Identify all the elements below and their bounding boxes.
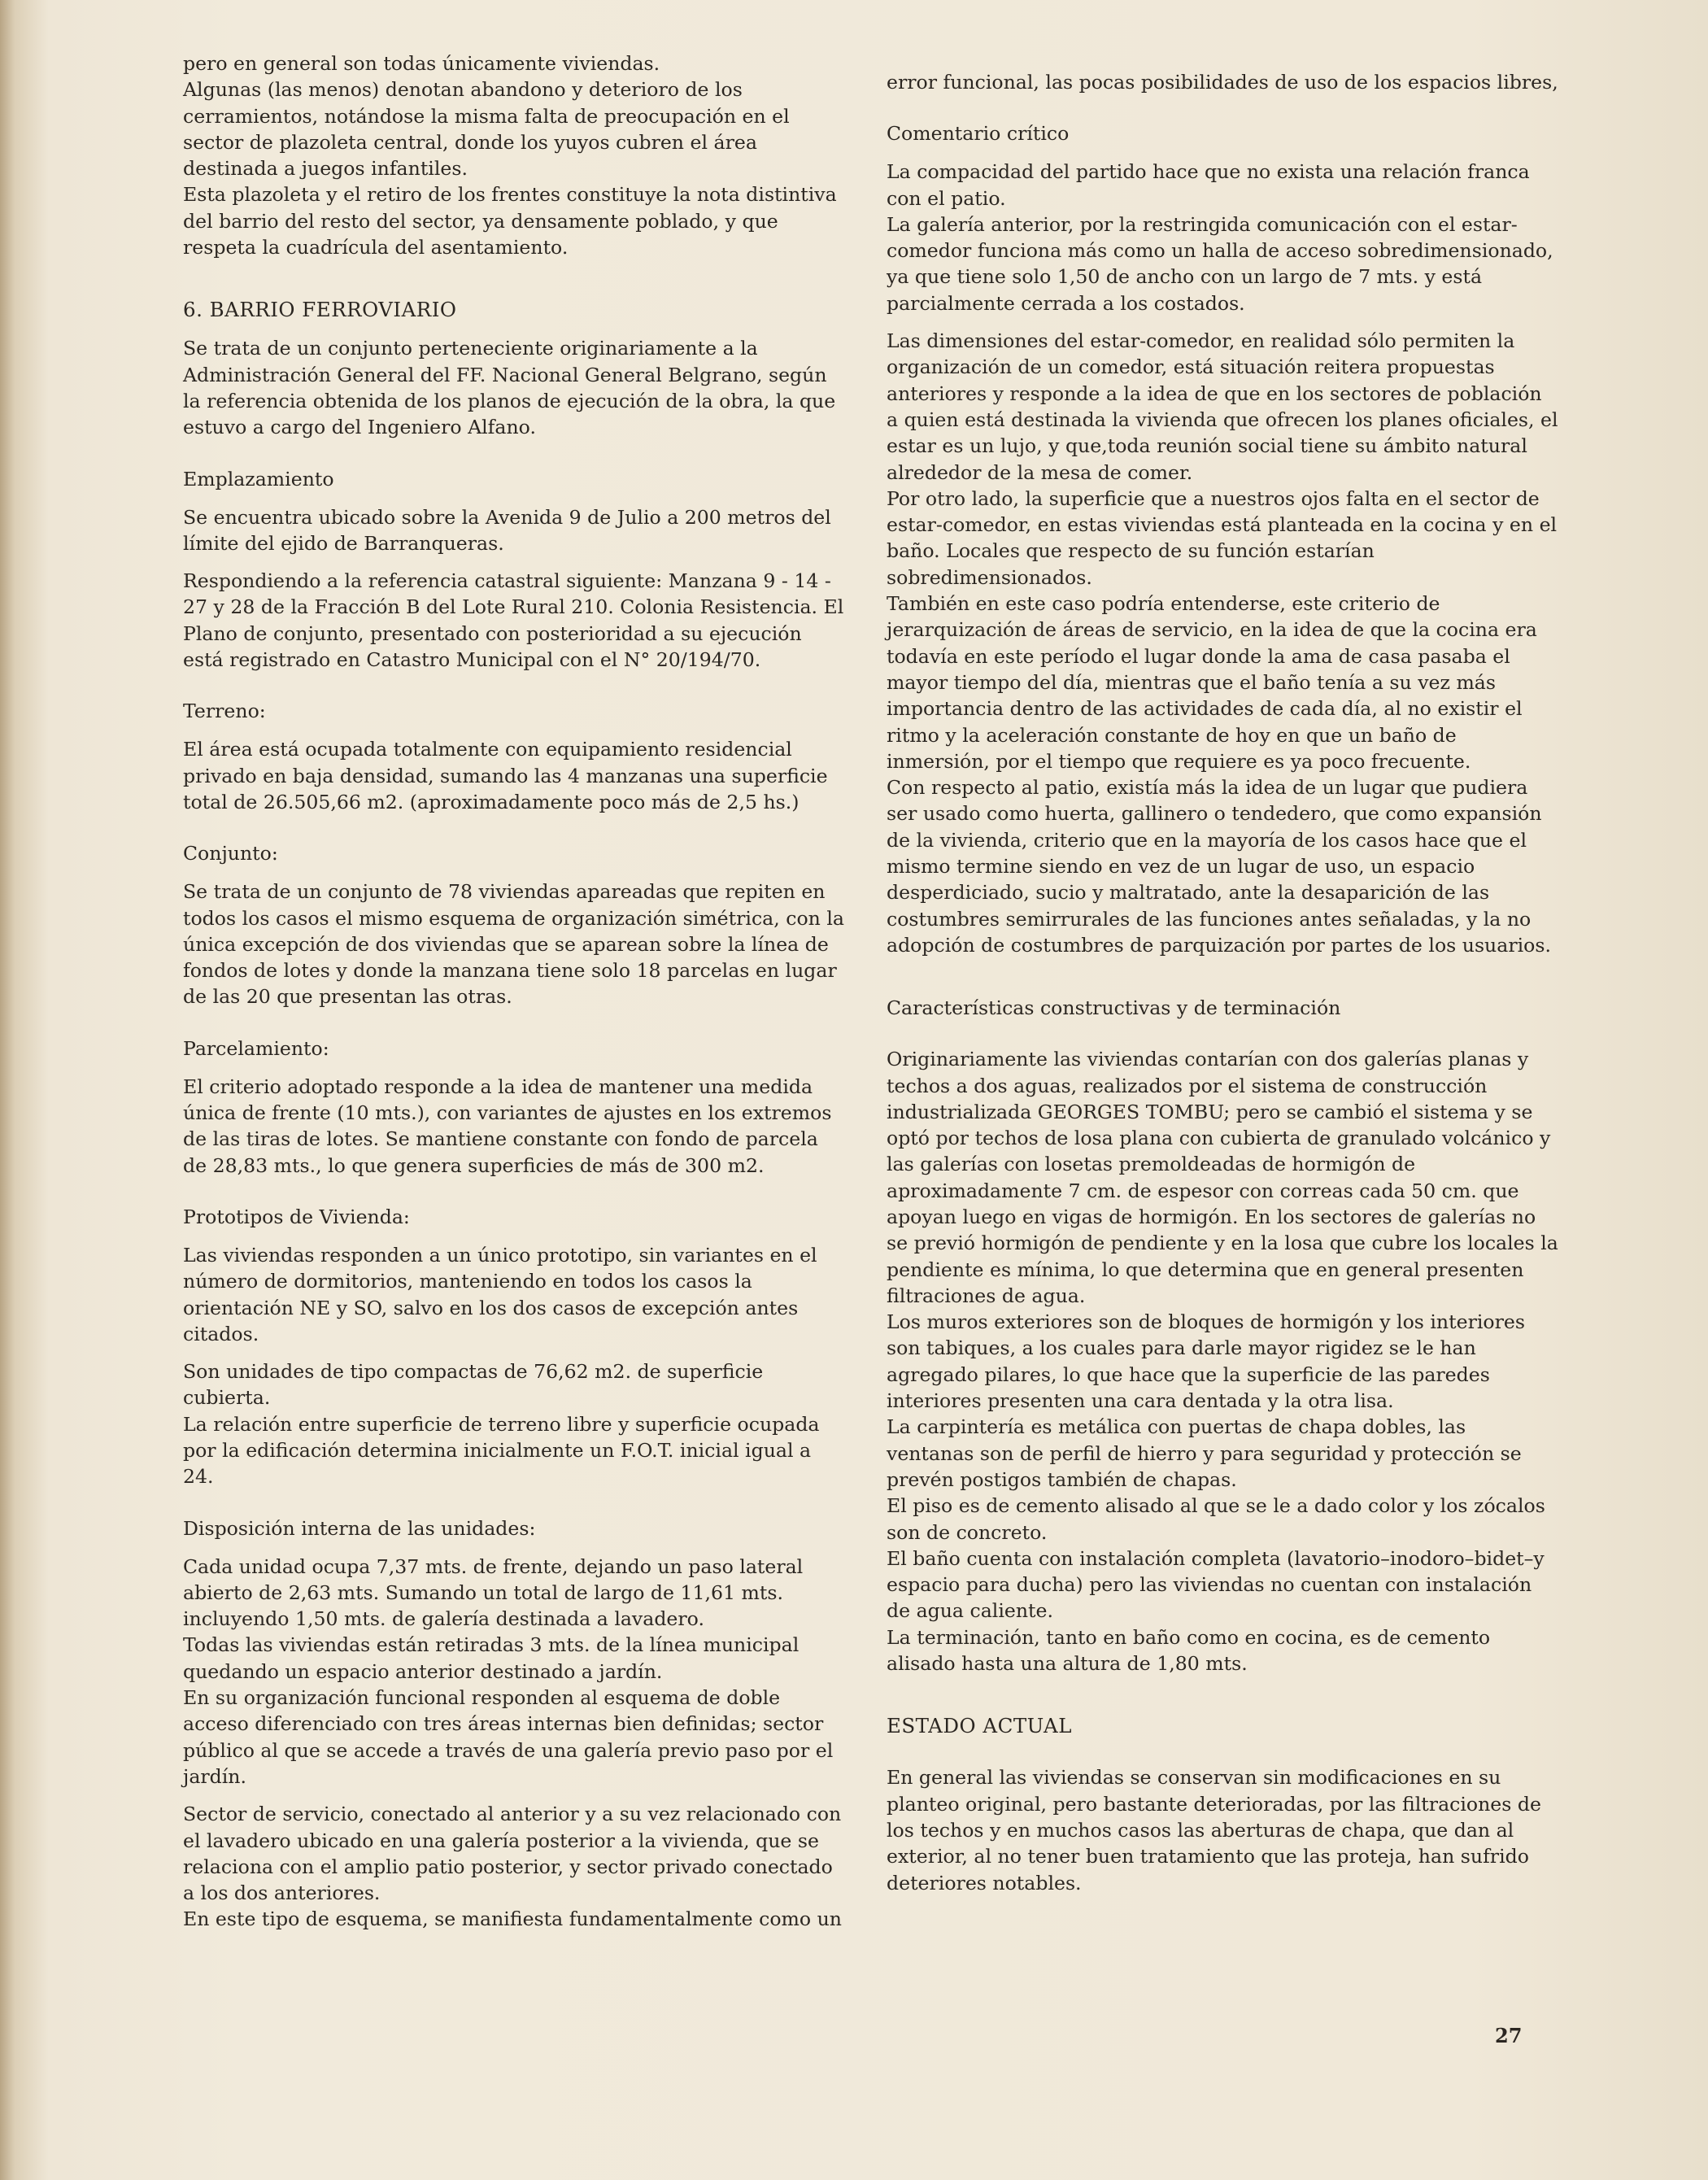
terreno-paragraph: El área está ocupada totalmente con equipamiento residencial privado en baja densidad, sumando las 4 manzanas una superficie total de 26.505,66 m2. (aproximadamente poco más de 2,5 hs.) bbox=[183, 738, 828, 813]
conjunto-paragraph: Se trata de un conjunto de 78 viviendas apareadas que repiten en todos los casos el mismo esquema de organización simétrica, con la única excepción de dos viviendas que se aparean sobre la línea de fondos de lotes y donde la manzana tiene solo 18 parcelas en lugar de las 20 que presentan las otras. bbox=[183, 880, 844, 1009]
caracteristicas-paragraph-2: Los muros exteriores son de bloques de hormigón y los interiores son tabiques, a los cuales para darle mayor rigidez se le han agregado pilares, lo que hace que la superficie de las paredes interiores presenten una cara dentada y la otra lisa. bbox=[887, 1310, 1525, 1413]
left-column bbox=[183, 50, 846, 1933]
disposicion-paragraph-1: Cada unidad ocupa 7,37 mts. de frente, dejando un paso lateral abierto de 2,63 mts. Sumando un total de largo de 11,61 mts. incluyendo 1,50 mts. de galería destinada a lavadero. bbox=[183, 1554, 804, 1631]
comentario-paragraph-2: La galería anterior, por la restringida comunicación con el estar-comedor funciona más como un halla de acceso sobredimensionado, ya que tiene solo 1,50 de ancho con un largo de 7 mts. y está parcialmente cerrada a los costados. bbox=[887, 212, 1553, 315]
section-intro: Se trata de un conjunto perteneciente originariamente a la Administración General del FF. Nacional General Belgrano, según la referencia obtenida de los planos de ejecución de la obra, la que estuvo a cargo del Ingeniero Alfano. bbox=[183, 337, 836, 439]
disposicion-heading: Disposición interna de las unidades: bbox=[183, 1516, 536, 1540]
disposicion-paragraph-4: Sector de servicio, conectado al anterior y a su vez relacionado con el lavadero ubicado en una galería posterior a la vivienda, que se relaciona con el amplio patio posterior, y sector privado conectado a los dos anteriores. bbox=[183, 1803, 842, 1905]
caracteristicas-paragraph-5: El baño cuenta con instalación completa (lavatorio–inodoro–bidet–y espacio para ducha) pero las viviendas no cuentan con instalación de agua caliente. bbox=[887, 1546, 1545, 1623]
estado-paragraph: En general las viviendas se conservan sin modificaciones en su planteo original, pero bastante deterioradas, por las filtraciones de los techos y en muchos casos las aberturas de chapa, que dan al exterior, al no tener buen tratamiento que las proteja, han sufrido deteriores notables. bbox=[887, 1766, 1541, 1894]
section-title: 6. BARRIO FERROVIARIO bbox=[183, 298, 457, 322]
intro-line-3: Esta plazoleta y el retiro de los frentes constituye la nota distintiva del barrio del resto del sector, ya densamente poblado, y que respeta la cuadrícula del asentamiento. bbox=[183, 183, 837, 259]
right-column bbox=[887, 69, 1558, 1896]
caracteristicas-heading: Características constructivas y de terminación bbox=[887, 996, 1341, 1020]
parcelamiento-paragraph: El criterio adoptado responde a la idea de mantener una medida única de frente (10 mts.), con variantes de ajustes en los extremos de las tiras de lotes. Se mantiene constante con fondo de parcela de 28,83 mts., lo que genera superficies de más de 300 m2. bbox=[183, 1075, 832, 1177]
caracteristicas-paragraph-1: Originariamente las viviendas contarían con dos galerías planas y techos a dos aguas, realizados por el sistema de construcción industrializada GEORGES TOMBU; pero se cambió el sistema y se optó por techos de losa plana con cubierta de granulado volcánico y las galerías con losetas premoldeadas de hormigón de aproximadamente 7 cm. de espesor con correas cada 50 cm. que apoyan luego en vigas de hormigón. En los sectores de galerías no se previó hormigón de pendiente y en la losa que cubre los locales la pendiente es mínima, lo que determina que en general presenten filtraciones de agua. bbox=[887, 1048, 1558, 1307]
prototipos-paragraph-1: Las viviendas responden a un único prototipo, sin variantes en el número de dormitorios, manteniendo en todos los casos la orientación NE y SO, salvo en los dos casos de excepción antes citados. bbox=[183, 1243, 817, 1345]
comentario-paragraph-3: Las dimensiones del estar-comedor, en realidad sólo permiten la organización de un comedor, está situación reitera propuestas anteriores y responde a la idea de que en los sectores de población a quien está destinada la vivienda que ofrecen los planes oficiales, el estar es un lujo, y que,toda reunión social tiene su ámbito natural alrededor de la mesa de comer. bbox=[887, 329, 1558, 484]
terreno-heading: Terreno: bbox=[183, 700, 266, 723]
caracteristicas-paragraph-4: El piso es de cemento alisado al que se le a dado color y los zócalos son de concreto. bbox=[887, 1494, 1545, 1544]
intro-line-1: pero en general son todas únicamente viviendas. bbox=[183, 52, 660, 75]
comentario-paragraph-5: También en este caso podría entenderse, este criterio de jerarquización de áreas de servicio, en la idea de que la cocina era todavía en este período el lugar donde la ama de casa pasaba el mayor tiempo del día, mientras que el baño tenía a su vez más importancia dentro de las actividades de cada día, al no existir el ritmo y la aceleración constante de hoy en que un baño de inmersión, por el tiempo que requiere es ya poco frecuente. bbox=[887, 592, 1537, 773]
intro-line-2: Algunas (las menos) denotan abandono y deterioro de los cerramientos, notándose la misma falta de preocupación en el sector de plazoleta central, donde los yuyos cubren el área destinada a juegos infantiles. bbox=[183, 78, 790, 181]
prototipos-paragraph-3: La relación entre superficie de terreno libre y superficie ocupada por la edificación determina inicialmente un F.O.T. inicial igual a 24. bbox=[183, 1412, 820, 1489]
estado-heading: ESTADO ACTUAL bbox=[887, 1714, 1073, 1738]
disposicion-paragraph-5: En este tipo de esquema, se manifiesta fundamentalmente como un bbox=[183, 1908, 842, 1931]
prototipos-paragraph-2: Son unidades de tipo compactas de 76,62 m2. de superficie cubierta. bbox=[183, 1360, 764, 1410]
continuation-paragraph: error funcional, las pocas posibilidades de uso de los espacios libres, bbox=[887, 71, 1558, 94]
emplazamiento-paragraph-1: Se encuentra ubicado sobre la Avenida 9 de Julio a 200 metros del límite del ejido de Barranqueras. bbox=[183, 505, 831, 555]
emplazamiento-paragraph-2: Respondiendo a la referencia catastral siguiente: Manzana 9 - 14 - 27 y 28 de la Fracción B del Lote Rural 210. Colonia Resistencia. El Plano de conjunto, presentado con posterioridad a su ejecución está registrado en Catastro Municipal con el N° 20/194/70. bbox=[183, 569, 844, 672]
disposicion-paragraph-2: Todas las viviendas están retiradas 3 mts. de la línea municipal quedando un espacio anterior destinado a jardín. bbox=[183, 1633, 800, 1683]
page-number: 27 bbox=[1495, 2024, 1523, 2047]
comentario-paragraph-4: Por otro lado, la superficie que a nuestros ojos falta en el sector de estar-comedor, en estas viviendas está planteada en la cocina y en el baño. Locales que respecto de su función estarían sobredimensionados. bbox=[887, 486, 1558, 589]
caracteristicas-paragraph-3: La carpintería es metálica con puertas de chapa dobles, las ventanas son de perfil de hierro y para seguridad y protección se prevén postigos también de chapas. bbox=[887, 1415, 1522, 1491]
caracteristicas-paragraph-6: La terminación, tanto en baño como en cocina, es de cemento alisado hasta una altura de 1,80 mts. bbox=[887, 1625, 1491, 1676]
comentario-paragraph-1: La compacidad del partido hace que no exista una relación franca con el patio. bbox=[887, 160, 1530, 210]
emplazamiento-heading: Emplazamiento bbox=[183, 467, 334, 490]
prototipos-heading: Prototipos de Vivienda: bbox=[183, 1205, 410, 1228]
parcelamiento-heading: Parcelamiento: bbox=[183, 1036, 329, 1060]
conjunto-heading: Conjunto: bbox=[183, 842, 278, 865]
comentario-paragraph-6: Con respecto al patio, existía más la idea de un lugar que pudiera ser usado como huerta, gallinero o tendedero, que como expansión de la vivienda, criterio que en la mayoría de los casos hace que el mismo termine siendo en vez de un lugar de uso, un espacio desperdiciado, sucio y maltratado, ante la desaparición de las costumbres semirrurales de las funciones antes señaladas, y la no adopción de costumbres de parquización por partes de los usuarios. bbox=[887, 776, 1551, 957]
disposicion-paragraph-3: En su organización funcional responden al esquema de doble acceso diferenciado con tres áreas internas bien definidas; sector público al que se accede a través de una galería previo paso por el jardín. bbox=[183, 1686, 834, 1788]
comentario-heading: Comentario crítico bbox=[887, 122, 1070, 146]
